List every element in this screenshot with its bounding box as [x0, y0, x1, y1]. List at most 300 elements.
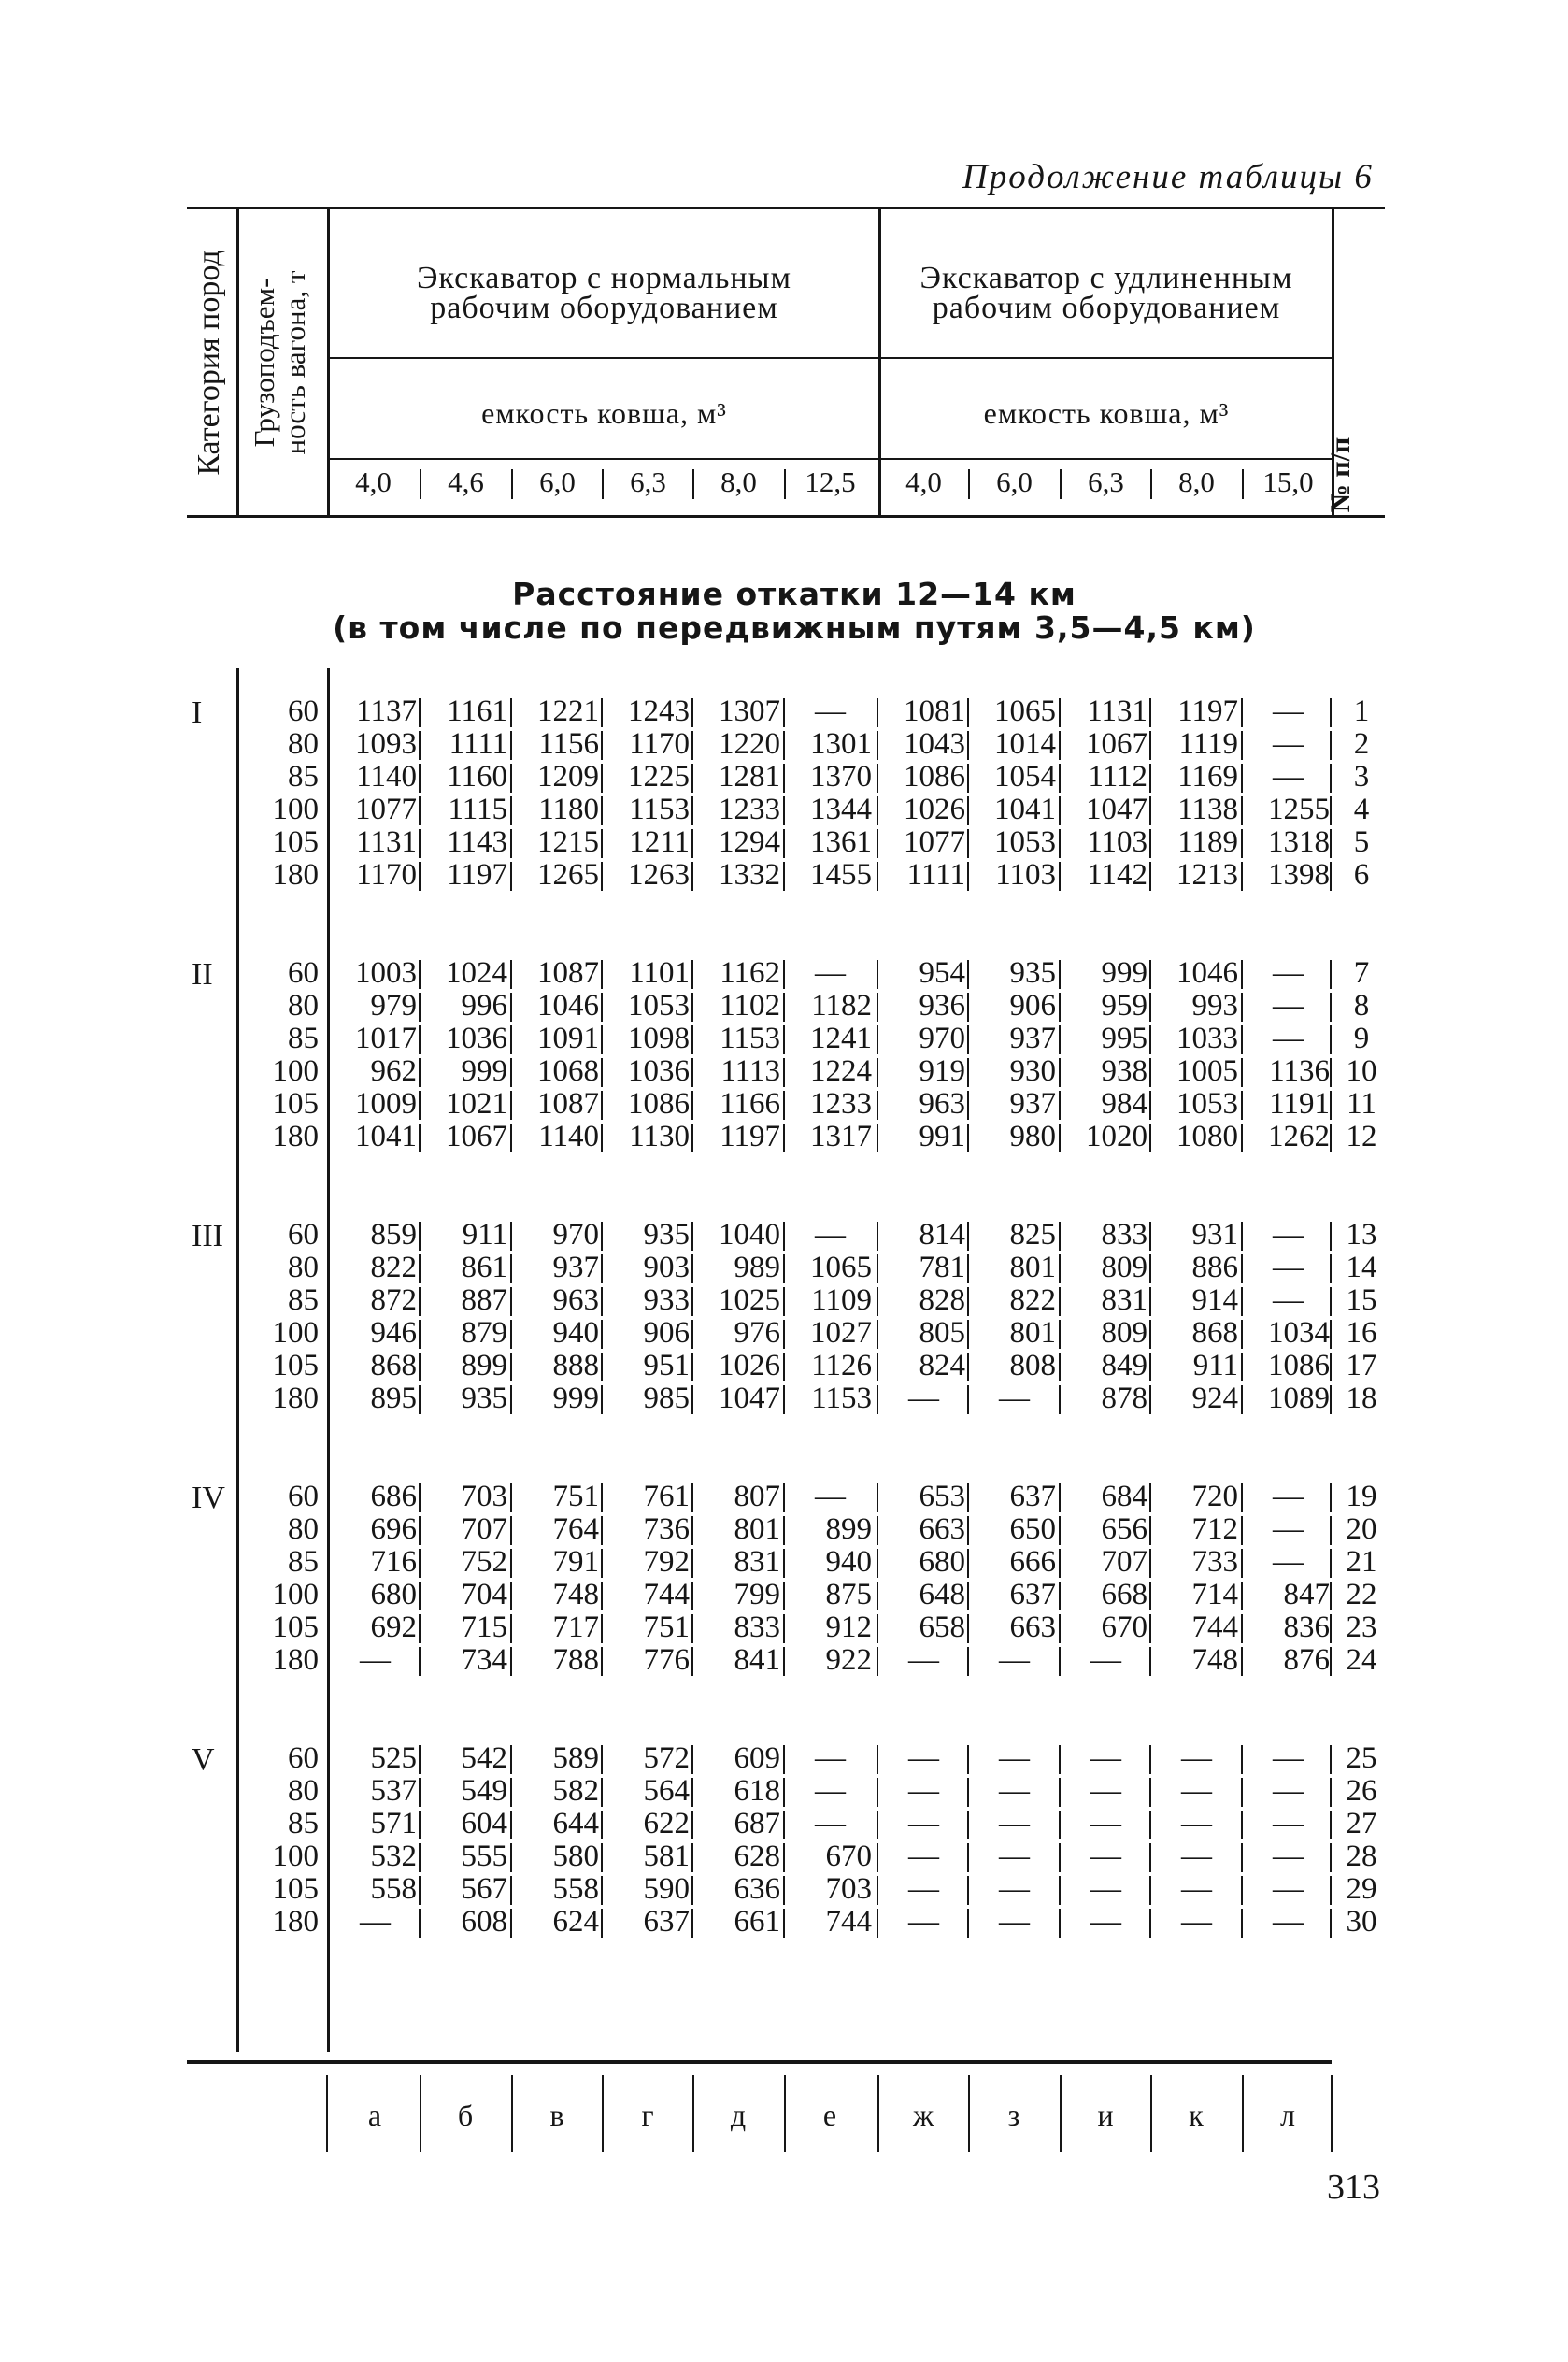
cell-separator: [1059, 698, 1061, 727]
productivity-cell: 1033: [1176, 1022, 1238, 1055]
cell-separator: [1241, 993, 1243, 1022]
productivity-cell: 1005: [1176, 1054, 1238, 1088]
row-number-cell: 29: [1346, 1872, 1377, 1906]
productivity-cell: 637: [1009, 1578, 1056, 1611]
cell-separator: [783, 1582, 785, 1610]
productivity-cell: 1221: [537, 694, 599, 728]
bucket-capacity-separator: [511, 469, 513, 499]
page-number: 313: [1327, 2168, 1380, 2207]
productivity-cell: 868: [1191, 1316, 1238, 1350]
cell-separator: [967, 1876, 969, 1905]
bucket-capacity-separator: [692, 469, 694, 499]
productivity-cell: 653: [919, 1480, 965, 1513]
productivity-cell: 1153: [629, 793, 690, 826]
footer-separator: [692, 2075, 694, 2152]
cell-separator: [601, 1025, 603, 1054]
productivity-cell: 1024: [446, 956, 507, 990]
productivity-cell: 999: [461, 1054, 507, 1088]
productivity-cell: 715: [461, 1610, 507, 1644]
cell-separator: [601, 1385, 603, 1414]
productivity-cell: 1077: [904, 825, 965, 859]
cell-separator: [691, 1124, 693, 1152]
cell-separator: [510, 1320, 512, 1349]
wagon-capacity-cell: 60: [288, 694, 319, 728]
productivity-cell: —: [908, 1643, 939, 1677]
cell-separator: [1149, 1909, 1151, 1938]
productivity-cell: 589: [552, 1741, 599, 1775]
wagon-capacity-cell: 60: [288, 1218, 319, 1252]
productivity-cell: 1182: [811, 989, 872, 1023]
productivity-cell: —: [999, 1643, 1030, 1677]
cell-separator: [967, 764, 969, 793]
cell-separator: [967, 698, 969, 727]
wagon-capacity-cell: 100: [272, 793, 319, 826]
bucket-capacity-separator: [784, 469, 786, 499]
productivity-cell: 580: [552, 1839, 599, 1873]
cell-separator: [510, 862, 512, 891]
productivity-cell: 712: [1191, 1512, 1238, 1546]
productivity-cell: 558: [370, 1872, 417, 1906]
productivity-cell: 833: [734, 1610, 780, 1644]
productivity-cell: 895: [370, 1381, 417, 1415]
productivity-cell: 1197: [447, 858, 507, 892]
normal-equipment-title-1: Экскаватор с нормальным: [416, 261, 791, 295]
cell-separator: [1330, 1222, 1332, 1251]
productivity-cell: —: [1090, 1774, 1121, 1808]
row-number-cell: 24: [1346, 1643, 1377, 1677]
cell-separator: [967, 1811, 969, 1839]
productivity-cell: —: [908, 1774, 939, 1808]
productivity-cell: 799: [734, 1578, 780, 1611]
productivity-cell: 985: [643, 1381, 690, 1415]
cell-separator: [783, 1353, 785, 1381]
productivity-cell: 692: [370, 1610, 417, 1644]
cell-separator: [967, 1091, 969, 1120]
cell-separator: [1059, 1222, 1061, 1251]
bucket-capacity-value: 6,3: [630, 465, 666, 498]
cell-separator: [419, 1549, 421, 1578]
productivity-cell: 872: [370, 1283, 417, 1317]
cell-separator: [510, 1582, 512, 1610]
cell-separator: [419, 1876, 421, 1905]
cell-separator: [1241, 1124, 1243, 1152]
cell-separator: [1330, 731, 1332, 760]
cell-separator: [783, 1778, 785, 1807]
productivity-cell: 876: [1283, 1643, 1330, 1677]
productivity-cell: 1281: [719, 760, 780, 794]
rock-category-label: III: [192, 1219, 223, 1253]
productivity-cell: 751: [552, 1480, 599, 1513]
cell-separator: [419, 1385, 421, 1414]
cell-separator: [419, 1909, 421, 1938]
productivity-cell: 1053: [628, 989, 690, 1023]
cell-separator: [967, 1254, 969, 1283]
row-number-cell: 11: [1347, 1087, 1376, 1121]
productivity-cell: 733: [1191, 1545, 1238, 1579]
cell-separator: [967, 1124, 969, 1152]
cell-separator: [691, 1549, 693, 1578]
productivity-cell: 1189: [1177, 825, 1238, 859]
cell-separator: [691, 1876, 693, 1905]
wagon-capacity-cell: 100: [272, 1054, 319, 1088]
cell-separator: [510, 1843, 512, 1872]
cell-separator: [1241, 1909, 1243, 1938]
cell-separator: [419, 1254, 421, 1283]
wagon-capacity-cell: 80: [288, 989, 319, 1023]
productivity-cell: —: [360, 1905, 391, 1939]
cell-separator: [877, 1124, 878, 1152]
productivity-cell: 1034: [1268, 1316, 1330, 1350]
cell-separator: [601, 764, 603, 793]
productivity-cell: 984: [1101, 1087, 1147, 1121]
productivity-cell: 564: [643, 1774, 690, 1808]
productivity-cell: 618: [734, 1774, 780, 1808]
productivity-cell: —: [1273, 1251, 1304, 1284]
cell-separator: [1241, 1222, 1243, 1251]
cell-separator: [1059, 764, 1061, 793]
footer-separator: [326, 2075, 328, 2152]
cell-separator: [1241, 1058, 1243, 1087]
cell-separator: [601, 993, 603, 1022]
productivity-cell: 1109: [811, 1283, 872, 1317]
productivity-cell: 1344: [810, 793, 872, 826]
cell-separator: [691, 1058, 693, 1087]
cell-separator: [419, 1353, 421, 1381]
footer-separator: [784, 2075, 786, 2152]
productivity-cell: 1065: [810, 1251, 872, 1284]
cell-separator: [691, 1287, 693, 1316]
productivity-cell: 1169: [1177, 760, 1238, 794]
cell-separator: [510, 796, 512, 825]
cell-separator: [1149, 1614, 1151, 1643]
productivity-cell: 761: [643, 1480, 690, 1513]
bucket-capacity-value: 8,0: [720, 465, 757, 498]
productivity-cell: 1036: [446, 1022, 507, 1055]
productivity-cell: —: [908, 1807, 939, 1840]
cell-separator: [967, 1222, 969, 1251]
cell-separator: [1241, 1320, 1243, 1349]
row-number-cell: 1: [1353, 694, 1370, 728]
productivity-cell: 525: [370, 1741, 417, 1775]
productivity-cell: 1370: [810, 760, 872, 794]
productivity-cell: 1332: [719, 858, 780, 892]
cell-separator: [1149, 698, 1151, 727]
cell-separator: [1149, 1745, 1151, 1774]
productivity-cell: 764: [552, 1512, 599, 1546]
productivity-cell: 1160: [447, 760, 507, 794]
productivity-cell: —: [1273, 1283, 1304, 1317]
cell-separator: [601, 1254, 603, 1283]
continued-label: Продолжение таблицы 6: [962, 158, 1374, 196]
cell-separator: [510, 1025, 512, 1054]
productivity-cell: 1003: [355, 956, 417, 990]
cell-separator: [1059, 1320, 1061, 1349]
productivity-cell: —: [815, 1774, 846, 1808]
productivity-cell: 736: [643, 1512, 690, 1546]
row-number-cell: 20: [1346, 1512, 1377, 1546]
cell-separator: [877, 960, 878, 989]
productivity-cell: —: [815, 1480, 846, 1513]
cell-separator: [783, 1091, 785, 1120]
cell-separator: [783, 1843, 785, 1872]
productivity-cell: 670: [1101, 1610, 1147, 1644]
productivity-cell: 1130: [629, 1120, 690, 1153]
productivity-cell: 744: [825, 1905, 872, 1939]
productivity-cell: 537: [370, 1774, 417, 1808]
productivity-cell: 1043: [904, 727, 965, 761]
cell-separator: [1149, 764, 1151, 793]
productivity-cell: 809: [1101, 1251, 1147, 1284]
productivity-cell: 558: [552, 1872, 599, 1906]
productivity-cell: 962: [370, 1054, 417, 1088]
productivity-cell: —: [1273, 1545, 1304, 1579]
section-subtitle-1: Расстояние откатки 12—14 км: [512, 576, 1076, 612]
rock-category-label: IV: [192, 1481, 225, 1515]
productivity-cell: 704: [461, 1578, 507, 1611]
productivity-cell: 868: [370, 1349, 417, 1382]
wagon-capacity-cell: 105: [272, 1872, 319, 1906]
cell-separator: [510, 1058, 512, 1087]
bucket-capacity-value: 4,6: [448, 465, 484, 498]
productivity-cell: 714: [1191, 1578, 1238, 1611]
productivity-cell: 1262: [1268, 1120, 1330, 1153]
productivity-cell: 1091: [537, 1022, 599, 1055]
productivity-cell: —: [1273, 1905, 1304, 1939]
cell-separator: [967, 829, 969, 858]
productivity-cell: —: [999, 1839, 1030, 1873]
cell-separator: [419, 960, 421, 989]
cell-separator: [1330, 796, 1332, 825]
productivity-cell: 1156: [538, 727, 599, 761]
cell-separator: [783, 764, 785, 793]
cell-separator: [783, 1124, 785, 1152]
cell-separator: [601, 1876, 603, 1905]
cell-separator: [1330, 698, 1332, 727]
column-letter: л: [1280, 2098, 1295, 2132]
row-number-cell: 10: [1346, 1054, 1377, 1088]
footer-separator: [1242, 2075, 1244, 2152]
productivity-cell: 1131: [1087, 694, 1147, 728]
productivity-cell: 716: [370, 1545, 417, 1579]
cell-separator: [419, 1025, 421, 1054]
cell-separator: [877, 1287, 878, 1316]
productivity-cell: —: [908, 1905, 939, 1939]
cell-separator: [1149, 1222, 1151, 1251]
productivity-cell: 1233: [810, 1087, 872, 1121]
productivity-cell: 1153: [811, 1381, 872, 1415]
productivity-cell: 935: [461, 1381, 507, 1415]
cell-separator: [783, 1647, 785, 1676]
cell-separator: [601, 829, 603, 858]
cell-separator: [1149, 1320, 1151, 1349]
cell-separator: [601, 1124, 603, 1152]
cell-separator: [1330, 993, 1332, 1022]
cell-separator: [1149, 1843, 1151, 1872]
cell-separator: [877, 1353, 878, 1381]
cell-separator: [1330, 1778, 1332, 1807]
productivity-cell: 637: [1009, 1480, 1056, 1513]
cell-separator: [691, 1843, 693, 1872]
productivity-cell: 999: [1101, 956, 1147, 990]
cell-separator: [1241, 698, 1243, 727]
cell-separator: [601, 960, 603, 989]
cell-separator: [1241, 796, 1243, 825]
column-letter: а: [367, 2098, 382, 2132]
productivity-cell: 822: [370, 1251, 417, 1284]
productivity-cell: 899: [461, 1349, 507, 1382]
row-number-cell: 8: [1353, 989, 1370, 1023]
productivity-cell: 911: [462, 1218, 507, 1252]
productivity-cell: 861: [461, 1251, 507, 1284]
row-number-cell: 21: [1346, 1545, 1377, 1579]
row-number-cell: 2: [1353, 727, 1370, 761]
cell-separator: [967, 1582, 969, 1610]
productivity-cell: 801: [1009, 1316, 1056, 1350]
cell-separator: [1330, 764, 1332, 793]
cell-separator: [419, 1582, 421, 1610]
cell-separator: [1241, 1811, 1243, 1839]
cell-separator: [1149, 796, 1151, 825]
cell-separator: [601, 796, 603, 825]
cell-separator: [877, 1811, 878, 1839]
row-number-cell: 4: [1353, 793, 1370, 826]
productivity-cell: 1089: [1268, 1381, 1330, 1415]
productivity-cell: 609: [734, 1741, 780, 1775]
cell-separator: [877, 1483, 878, 1512]
cell-separator: [1330, 1582, 1332, 1610]
cell-separator: [601, 731, 603, 760]
cell-separator: [691, 1254, 693, 1283]
cell-separator: [1059, 960, 1061, 989]
productivity-cell: 1143: [447, 825, 507, 859]
productivity-cell: —: [1181, 1774, 1212, 1808]
cell-separator: [691, 829, 693, 858]
column-letter: в: [549, 2098, 564, 2132]
cell-separator: [601, 1320, 603, 1349]
cell-separator: [1330, 1287, 1332, 1316]
capacity-header-line2: ность вагона, т: [278, 270, 311, 455]
cell-separator: [1059, 1483, 1061, 1512]
productivity-cell: 1103: [1087, 825, 1147, 859]
cell-separator: [877, 1549, 878, 1578]
productivity-cell: 1115: [448, 793, 507, 826]
productivity-cell: 1053: [994, 825, 1056, 859]
productivity-cell: 751: [643, 1610, 690, 1644]
productivity-cell: 656: [1101, 1512, 1147, 1546]
productivity-cell: 980: [1009, 1120, 1056, 1153]
wagon-capacity-cell: 105: [272, 1349, 319, 1382]
productivity-cell: 993: [1191, 989, 1238, 1023]
productivity-cell: —: [1273, 989, 1304, 1023]
productivity-cell: 1098: [628, 1022, 690, 1055]
cell-separator: [1330, 1385, 1332, 1414]
productivity-cell: 663: [919, 1512, 965, 1546]
cell-separator: [783, 1320, 785, 1349]
productivity-cell: 1224: [810, 1054, 872, 1088]
productivity-cell: 1040: [719, 1218, 780, 1252]
productivity-cell: —: [815, 1218, 846, 1252]
wagon-capacity-cell: 85: [288, 760, 319, 794]
productivity-cell: 808: [1009, 1349, 1056, 1382]
cell-separator: [877, 1025, 878, 1054]
cell-separator: [601, 862, 603, 891]
productivity-cell: 1112: [1088, 760, 1147, 794]
column-letter: е: [822, 2098, 837, 2132]
productivity-cell: 1087: [537, 1087, 599, 1121]
cell-separator: [419, 1058, 421, 1087]
cell-separator: [1330, 829, 1332, 858]
productivity-cell: 1119: [1178, 727, 1238, 761]
productivity-cell: 849: [1101, 1349, 1147, 1382]
cell-separator: [419, 1516, 421, 1545]
productivity-cell: 1318: [1268, 825, 1330, 859]
cell-separator: [1059, 796, 1061, 825]
cell-separator: [877, 764, 878, 793]
cell-separator: [877, 1385, 878, 1414]
cell-separator: [419, 1320, 421, 1349]
productivity-cell: 931: [1191, 1218, 1238, 1252]
cell-separator: [1059, 1745, 1061, 1774]
cell-separator: [1330, 1811, 1332, 1839]
cell-separator: [419, 993, 421, 1022]
cell-separator: [1149, 960, 1151, 989]
productivity-cell: 1243: [628, 694, 690, 728]
bucket-capacity-value: 4,0: [355, 465, 392, 498]
productivity-cell: 824: [919, 1349, 965, 1382]
bucket-capacity-separator: [1060, 469, 1062, 499]
cell-separator: [967, 1745, 969, 1774]
cell-separator: [1241, 1876, 1243, 1905]
productivity-cell: 637: [643, 1905, 690, 1939]
productivity-cell: 1036: [628, 1054, 690, 1088]
cell-separator: [1059, 1353, 1061, 1381]
productivity-cell: —: [1273, 727, 1304, 761]
row-number-cell: 6: [1353, 858, 1370, 892]
productivity-cell: 1080: [1176, 1120, 1238, 1153]
cell-separator: [510, 960, 512, 989]
cell-separator: [510, 1778, 512, 1807]
cell-separator: [601, 1843, 603, 1872]
row-number-cell: 7: [1353, 956, 1370, 990]
wagon-capacity-cell: 60: [288, 956, 319, 990]
productivity-cell: 707: [461, 1512, 507, 1546]
productivity-cell: 1053: [1176, 1087, 1238, 1121]
productivity-cell: —: [999, 1807, 1030, 1840]
row-number-cell: 27: [1346, 1807, 1377, 1840]
cell-separator: [419, 731, 421, 760]
cell-separator: [691, 764, 693, 793]
productivity-cell: —: [1181, 1741, 1212, 1775]
cell-separator: [691, 993, 693, 1022]
cell-separator: [877, 698, 878, 727]
cell-separator: [1059, 1058, 1061, 1087]
productivity-cell: —: [1090, 1839, 1121, 1873]
cell-separator: [691, 1811, 693, 1839]
productivity-cell: 1041: [355, 1120, 417, 1153]
productivity-cell: 680: [370, 1578, 417, 1611]
productivity-cell: —: [360, 1643, 391, 1677]
cell-separator: [510, 698, 512, 727]
productivity-cell: —: [1090, 1643, 1121, 1677]
productivity-cell: —: [1273, 1741, 1304, 1775]
cell-separator: [691, 796, 693, 825]
productivity-cell: —: [999, 1872, 1030, 1906]
cell-separator: [691, 960, 693, 989]
cell-separator: [1149, 993, 1151, 1022]
productivity-cell: 717: [552, 1610, 599, 1644]
cell-separator: [1241, 1582, 1243, 1610]
cell-separator: [967, 1647, 969, 1676]
